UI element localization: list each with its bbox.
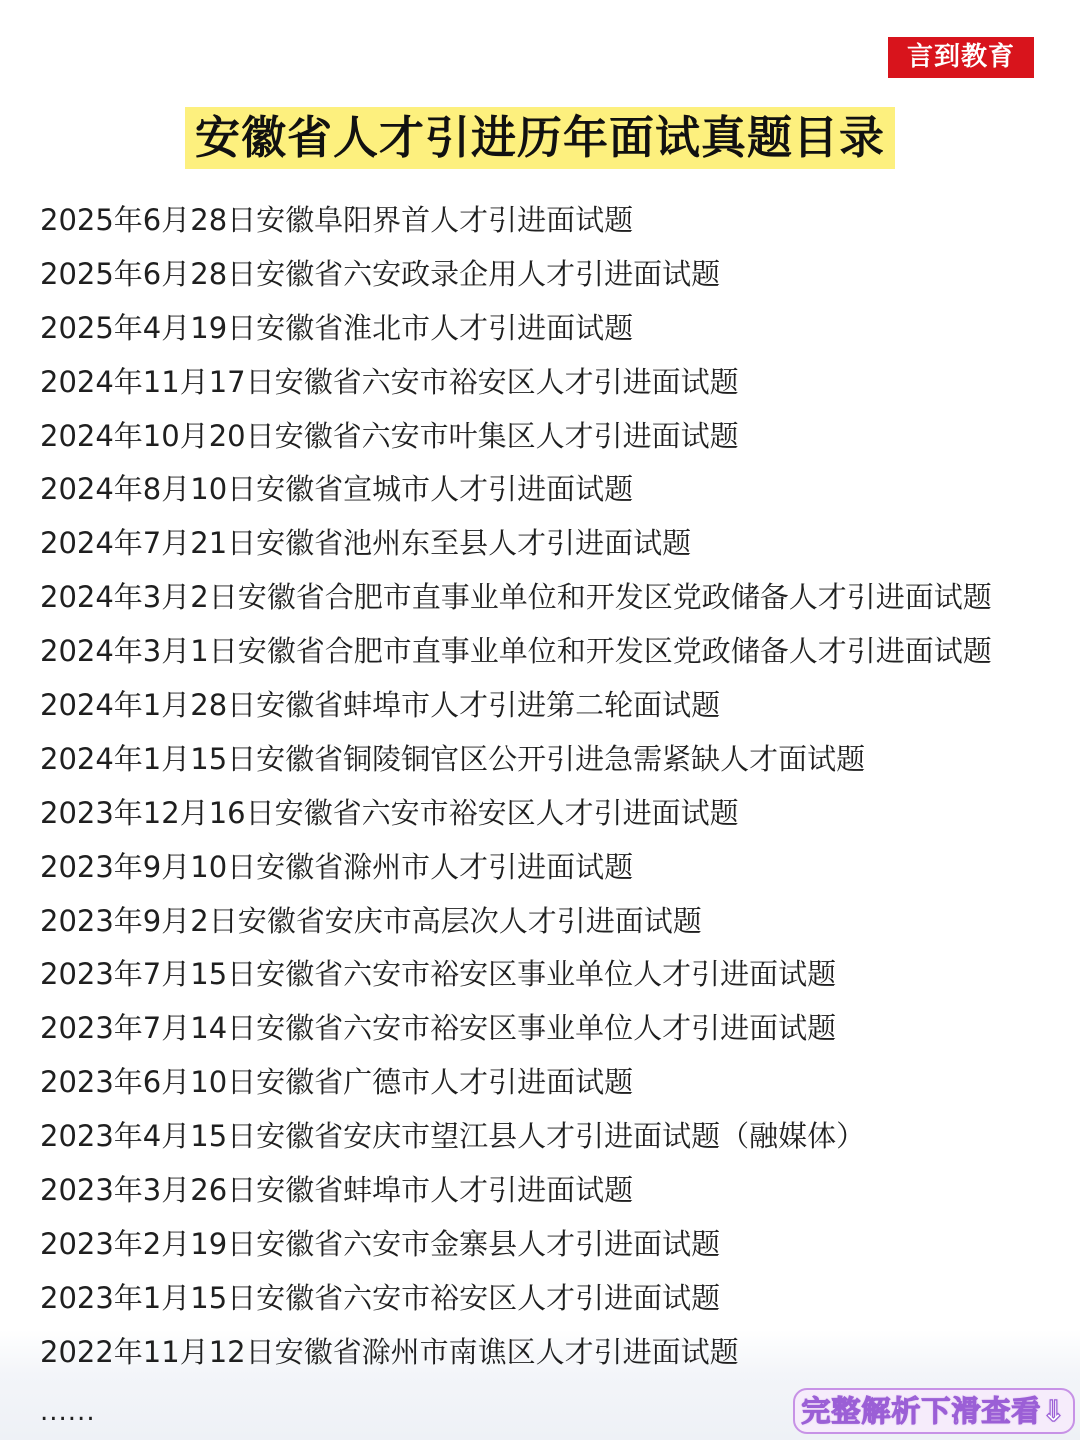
list-item: 2024年3月2日安徽省合肥市直事业单位和开发区党政储备人才引进面试题 bbox=[40, 580, 992, 615]
list-item: 2025年4月19日安徽省淮北市人才引进面试题 bbox=[40, 310, 634, 345]
list-item: 2023年7月15日安徽省六安市裕安区事业单位人才引进面试题 bbox=[40, 957, 837, 992]
list-item: 2023年9月10日安徽省滁州市人才引进面试题 bbox=[40, 849, 634, 884]
list-item: 2024年1月28日安徽省蚌埠市人才引进第二轮面试题 bbox=[40, 688, 721, 723]
list-item: 2024年11月17日安徽省六安市裕安区人才引进面试题 bbox=[40, 364, 739, 399]
list-item: 2025年6月28日安徽阜阳界首人才引进面试题 bbox=[40, 203, 634, 237]
list-item: 2023年12月16日安徽省六安市裕安区人才引进面试题 bbox=[40, 795, 739, 830]
list-item: 2023年3月26日安徽省蚌埠市人才引进面试题 bbox=[40, 1173, 634, 1208]
list-item: 2023年7月14日安徽省六安市裕安区事业单位人才引进面试题 bbox=[40, 1011, 837, 1046]
more-ellipsis: ...... bbox=[40, 1397, 96, 1427]
brand-logo: 言到教育 bbox=[888, 37, 1034, 78]
title-wrap bbox=[0, 107, 1080, 169]
list-item: 2024年1月15日安徽省铜陵铜官区公开引进急需紧缺人才面试题 bbox=[40, 741, 866, 776]
list-item: 2023年2月19日安徽省六安市金寨县人才引进面试题 bbox=[40, 1226, 721, 1261]
list-item: 2023年6月10日安徽省广德市人才引进面试题 bbox=[40, 1065, 634, 1100]
list-item: 2023年1月15日安徽省六安市裕安区人才引进面试题 bbox=[40, 1280, 721, 1315]
list-item: 2023年9月2日安徽省安庆市高层次人才引进面试题 bbox=[40, 903, 702, 938]
list-item: 2024年8月10日安徽省宣城市人才引进面试题 bbox=[40, 472, 634, 507]
list-item: 2024年3月1日安徽省合肥市直事业单位和开发区党政储备人才引进面试题 bbox=[40, 634, 992, 669]
list-item: 2024年10月20日安徽省六安市叶集区人才引进面试题 bbox=[40, 418, 739, 453]
question-list bbox=[40, 194, 1060, 1380]
list-item: 2024年7月21日安徽省池州东至县人才引进面试题 bbox=[40, 526, 692, 561]
list-item: 2022年11月12日安徽省滁州市南谯区人才引进面试题 bbox=[40, 1334, 739, 1369]
list-item: 2023年4月15日安徽省安庆市望江县人才引进面试题（融媒体） bbox=[40, 1119, 866, 1154]
list-item: 2025年6月28日安徽省六安政录企用人才引进面试题 bbox=[40, 256, 721, 291]
page-title: 安徽省人才引进历年面试真题目录 bbox=[185, 107, 895, 169]
scroll-down-cta: 完整解析下滑查看⇓ bbox=[793, 1388, 1075, 1434]
